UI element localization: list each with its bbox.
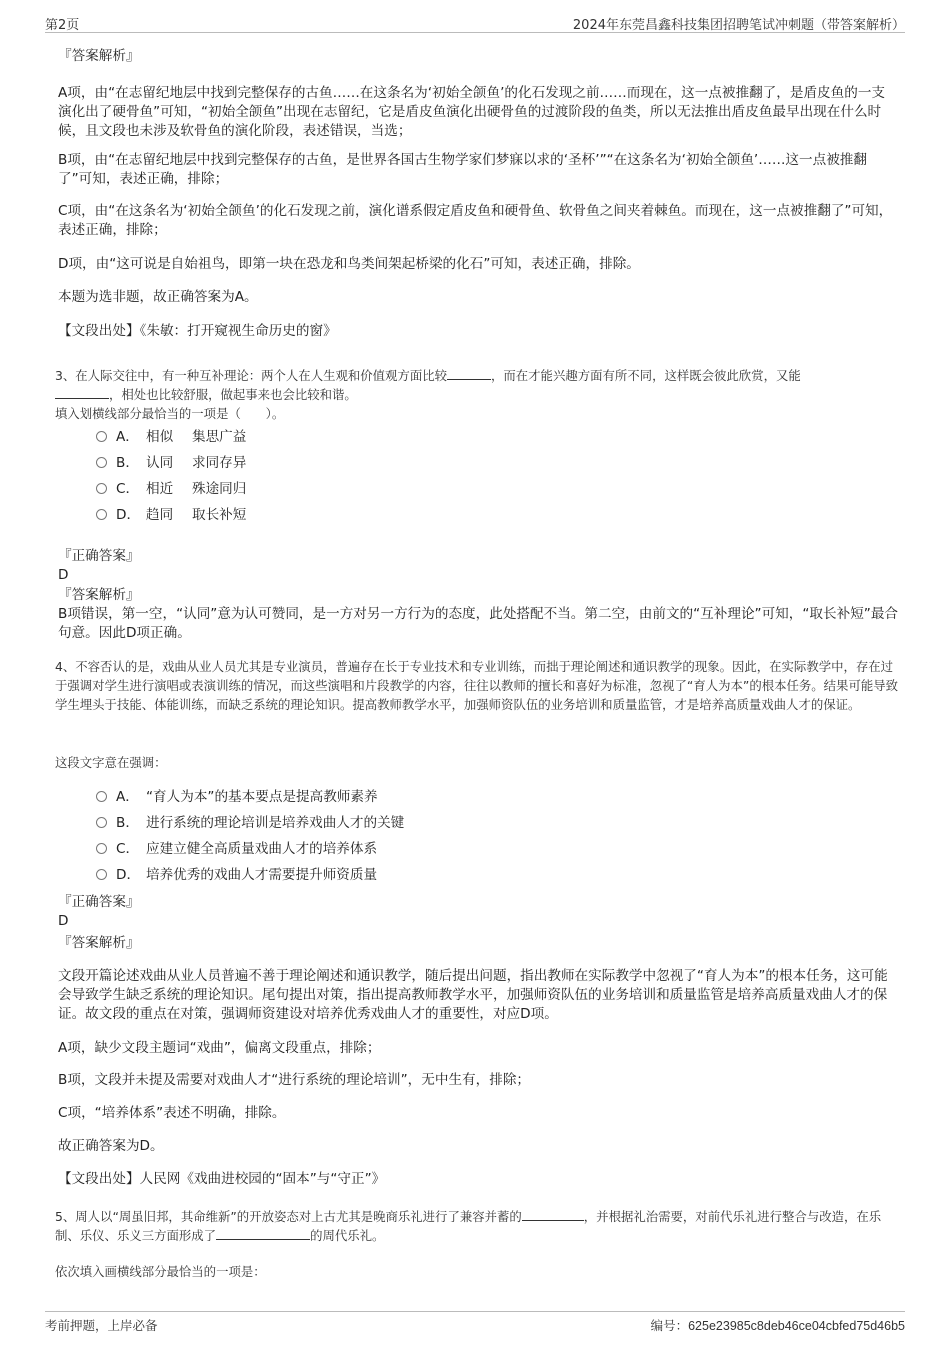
q2-source: 【文段出处】《朱敏：打开窥视生命历史的窗》 [58, 323, 337, 339]
radio-icon[interactable] [96, 509, 107, 520]
q3-option-b[interactable]: B． 认同 求同存异 [96, 453, 246, 473]
q2-analysis-d: D项，由“这可说是自始祖鸟，即第一块在恐龙和鸟类间架起桥梁的化石”可知，表述正确，排除。 [58, 256, 640, 272]
q5-stem-part2: ，并根据礼治需要，对前代乐礼进行整合与改造，在乐制、乐仪、乐义三方面形成了 [55, 1209, 882, 1243]
q4-answer: D [58, 913, 69, 929]
q5-prompt: 依次填入画横线部分最恰当的一项是： [55, 1264, 266, 1279]
q4-analysis: 文段开篇论述戏曲从业人员普遍不善于理论阐述和通识教学，随后提出问题，指出教师在实际教学中忽视了“育人为本”的根本任务，这可能会导致学生缺乏系统的理论知识。尾句提出对策，指出提高教师教学水平，加强师资队伍的业务培训和质量监管是培养高质量戏曲人才的保证。故文段的重点在对策，强调师资建设对培养优秀戏曲人才的重要性，对应D项。 [58, 968, 888, 1022]
q4-option-b[interactable]: B． 进行系统的理论培训是培养戏曲人才的关键 [96, 813, 404, 833]
page-footer [45, 1311, 905, 1334]
q4-prompt: 这段文字意在强调： [55, 755, 167, 770]
q3-answer-label: 『正确答案』 [58, 548, 140, 564]
document-id: 编号：625e23985c8deb46ce04cbfed75d46b5 [650, 1319, 905, 1333]
radio-icon[interactable] [96, 843, 107, 854]
q4-stem: 4、不容否认的是，戏曲从业人员尤其是专业演员，普遍存在长于专业技术和专业训练，而拙于理论阐述和通识教学的现象。因此，在实际教学中，存在过于强调对学生进行演唱或表演训练的情况，而这些演唱和片段教学的内容，往往以教师的擅长和喜好为标准，忽视了“育人为本”的根本任务。结果可能导致学生埋头于技能、体能训练，而缺乏系统的理论知识。提高教师教学水平，加强师资队伍的业务培训和质量监管，才是培养高质量戏曲人才的保证。 [55, 659, 899, 712]
q3-stem-part2: ，而在才能兴趣方面有所不同，这样既会彼此欣赏，又能 [491, 368, 801, 383]
q4-option-c[interactable]: C． 应建立健全高质量戏曲人才的培养体系 [96, 839, 377, 859]
q2-analysis-label: 『答案解析』 [58, 48, 140, 64]
q5-blank-1 [522, 1208, 584, 1221]
radio-icon[interactable] [96, 869, 107, 880]
q3-stem-part3: ，相处也比较舒服，做起事来也会比较和谐。 [109, 387, 357, 402]
q3-blank-1 [447, 367, 491, 380]
q4-source: 【文段出处】人民网《戏曲进校园的“固本”与“守正”》 [58, 1171, 386, 1187]
q2-analysis-a: A项，由“在志留纪地层中找到完整保存的古鱼……在这条名为‘初始全颌鱼’的化石发现之前……而现在，这一点被推翻了，是盾皮鱼的一支演化出了硬骨鱼”可知，“初始全颌鱼”出现在志留纪，它是盾皮鱼演化出硬骨鱼的过渡阶段的鱼类，所以无法推出盾皮鱼最早出现在什么时候，且文段也未涉及软骨鱼的演化阶段，表述错误，当选； [58, 85, 886, 139]
radio-icon[interactable] [96, 791, 107, 802]
q2-analysis-b: B项，由“在志留纪地层中找到完整保存的古鱼，是世界各国古生物学家们梦寐以求的‘圣杯’”“在这条名为‘初始全颌鱼’……这一点被推翻了”可知，表述正确，排除； [58, 152, 867, 187]
q3-option-c[interactable]: C． 相近 殊途同归 [96, 479, 246, 499]
q4-option-a[interactable]: A． “育人为本”的基本要点是提高教师素养 [96, 787, 378, 807]
radio-icon[interactable] [96, 431, 107, 442]
q3-analysis-label: 『答案解析』 [58, 587, 140, 603]
document-title: 2024年东莞昌鑫科技集团招聘笔试冲刺题（带答案解析） [572, 18, 905, 33]
q4-option-d[interactable]: D． 培养优秀的戏曲人才需要提升师资质量 [96, 865, 377, 885]
q4-answer-label: 『正确答案』 [58, 894, 140, 910]
q4-conclusion: 故正确答案为D。 [58, 1138, 164, 1154]
q3-prompt: 填入划横线部分最恰当的一项是（ ）。 [55, 406, 285, 421]
q2-conclusion: 本题为选非题，故正确答案为A。 [58, 289, 258, 305]
q5-stem [55, 1207, 900, 1245]
q3-blank-2 [55, 386, 109, 399]
q4-analysis-c: C项，“培养体系”表述不明确，排除。 [58, 1105, 286, 1121]
q3-answer: D [58, 567, 69, 583]
q3-stem [55, 366, 900, 423]
radio-icon[interactable] [96, 457, 107, 468]
footer-slogan: 考前押题，上岸必备 [45, 1318, 158, 1333]
q3-analysis: B项错误，第一空，“认同”意为认可赞同，是一方对另一方行为的态度，此处搭配不当。第二空，由前文的“互补理论”可知，“取长补短”最合句意。因此D项正确。 [58, 606, 899, 641]
q3-option-a[interactable]: A． 相似 集思广益 [96, 427, 246, 447]
q5-blank-2 [216, 1227, 310, 1240]
q2-analysis-c: C项，由“在这条名为‘初始全颌鱼’的化石发现之前，演化谱系假定盾皮鱼和硬骨鱼、软骨鱼之间夹着棘鱼。而现在，这一点被推翻了”可知，表述正确，排除； [58, 203, 893, 238]
q4-analysis-a: A项，缺少文段主题词“戏曲”，偏离文段重点，排除； [58, 1040, 381, 1056]
q3-option-d[interactable]: D． 趋同 取长补短 [96, 505, 246, 525]
page-number: 第2页 [45, 18, 80, 33]
q3-stem-part1: 3、在人际交往中，有一种互补理论：两个人在人生观和价值观方面比较 [55, 368, 447, 383]
q5-stem-part1: 5、周人以“周虽旧邦，其命维新”的开放姿态对上古尤其是晚商乐礼进行了兼容并蓄的 [55, 1209, 522, 1224]
radio-icon[interactable] [96, 483, 107, 494]
radio-icon[interactable] [96, 817, 107, 828]
q5-stem-part3: 的周代乐礼。 [310, 1228, 385, 1243]
q4-analysis-label: 『答案解析』 [58, 935, 140, 951]
page-header [45, 12, 905, 33]
q4-analysis-b: B项，文段并未提及需要对戏曲人才“进行系统的理论培训”，无中生有，排除； [58, 1072, 531, 1088]
